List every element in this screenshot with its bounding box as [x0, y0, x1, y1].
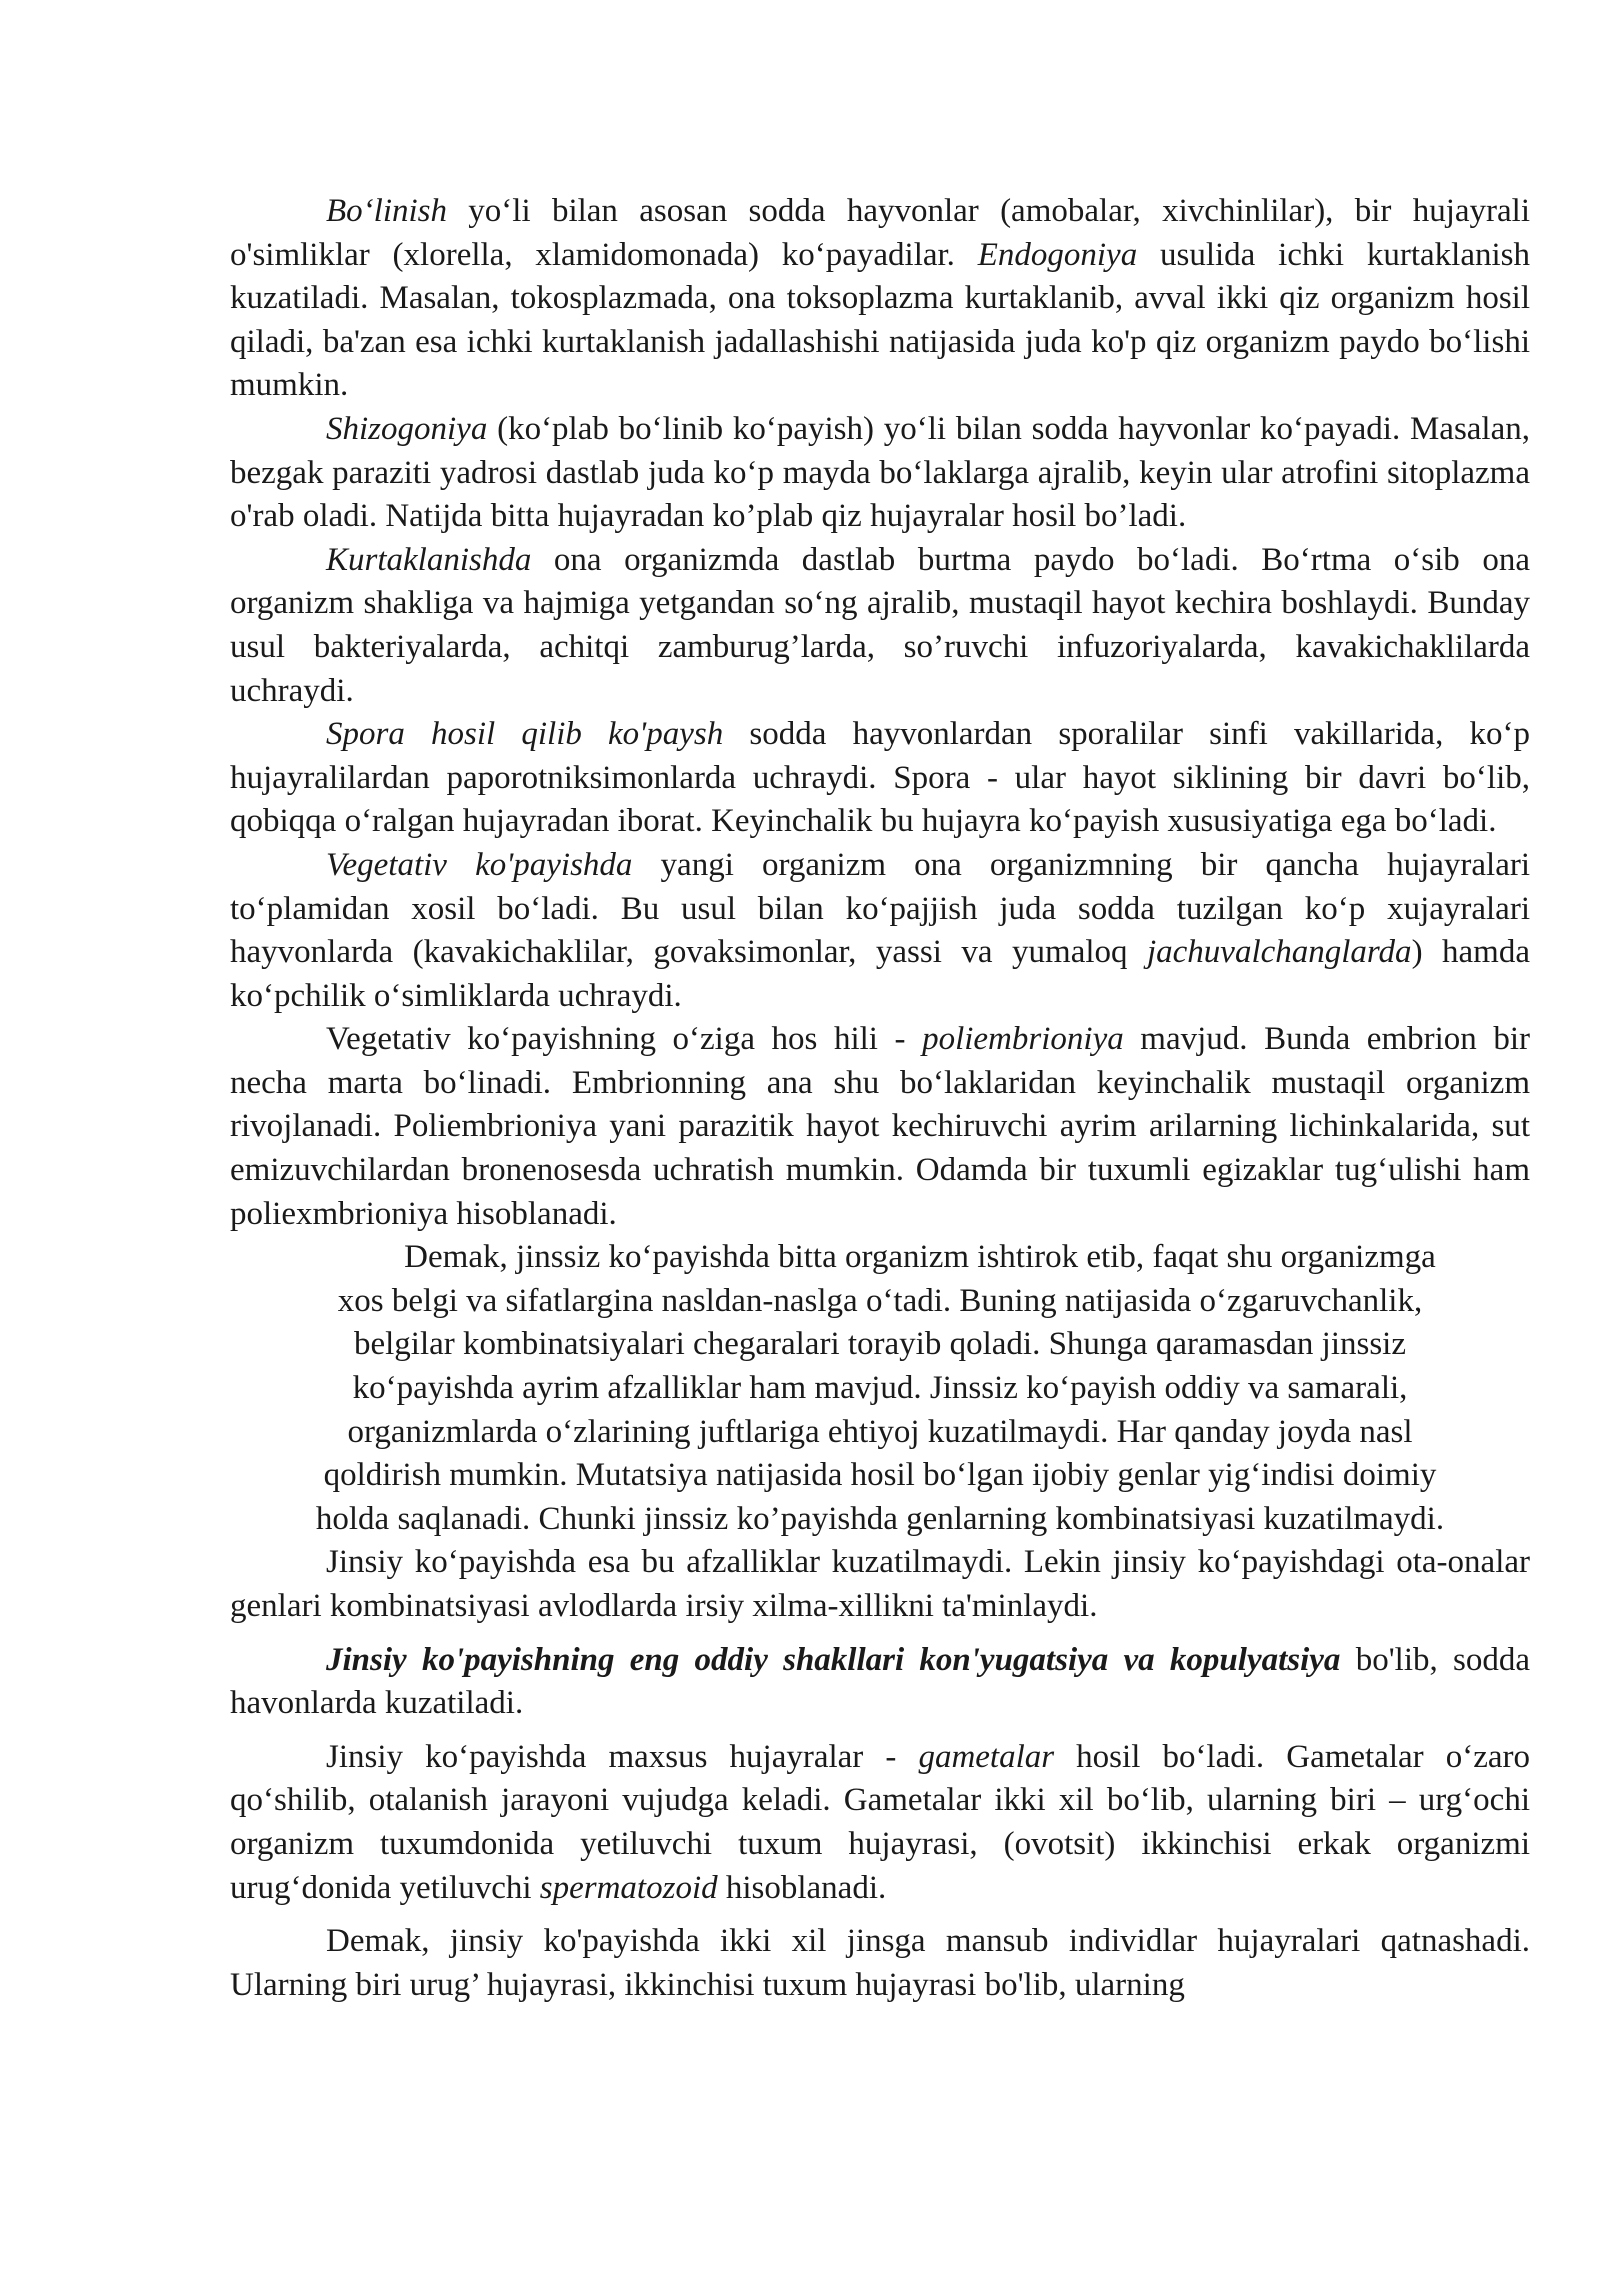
centered-line: qoldirish mumkin. Mutatsiya natijasida hosil bo‘lgan ijobiy genlar yig‘indisi doimiy [323, 1457, 1437, 1494]
text-run: Jinsiy ko‘payishda esa bu afzalliklar kuzatilmaydi. Lekin jinsiy ko‘payishdagi ota-onalar genlari kombinatsiyasi avlodlarda irsiy xilma-xillikni ta'minlaydi. [230, 1544, 1530, 1624]
paragraph-spora [230, 713, 1530, 844]
term-spermatozoid: spermatozoid [539, 1869, 718, 1906]
centered-line: Demak, jinssiz ko‘payishda bitta organizm ishtirok etib, faqat shu organizmga [404, 1239, 1436, 1276]
text-run: Jinsiy ko‘payishda maxsus hujayralar - [326, 1738, 919, 1775]
centered-line: holda saqlanadi. Chunki jinssiz ko’payishda genlarning kombinatsiyasi kuzatilmaydi. [315, 1500, 1445, 1537]
paragraph-shizogoniya [230, 408, 1530, 539]
paragraph-kurtaklanish [230, 539, 1530, 713]
text-run: bo'lib, sodda havonlarda kuzatiladi. [230, 1641, 1530, 1722]
term-spora: Spora hosil qilib ko'paysh [326, 716, 724, 753]
paragraph-jinsiy-afzallik [230, 1541, 1530, 1628]
text-run: Vegetativ ko‘payishning o‘ziga hos hili - [326, 1021, 923, 1058]
term-poliembrioniya: poliembrioniya [922, 1021, 1124, 1058]
paragraph-poliembrioniya [230, 1018, 1530, 1236]
text-run: yangi organizm ona organizmning bir qancha hujayralari to‘plamidan xosil bo‘ladi. Bu usul bilan ko‘pajjish juda sodda tuzilgan ko‘p xujayralari hayvonlarda (kavakichaklilar, govaksimonlar, yassi va yumaloq [230, 846, 1531, 971]
term-bolinish: Bo‘linish [326, 193, 447, 229]
paragraph-demak-jinsiy [230, 1920, 1530, 2007]
document-page [230, 190, 1530, 2007]
centered-line: belgilar kombinatsiyalari chegaralari torayib qoladi. Shunga qaramasdan jinssiz [353, 1326, 1406, 1363]
text-run: ona organizmda dastlab burtma paydo bo‘ladi. Bo‘rtma o‘sib ona organizm shakliga va hajmiga yetgandan so‘ng ajralib, mustaqil hayot kechira boshlaydi. Bunday usul bakteriyalarda, achitqi zamburug’larda, so’ruvchi infuzoriyalarda, kavakichaklilarda uchraydi. [230, 541, 1530, 709]
text-run: yo‘li bilan asosan sodda hayvonlar (amobalar, xivchinlilar), bir hujayrali o'simliklar (xlorella, xlamidomonada) ko‘payadilar. [230, 193, 1530, 273]
term-shizogoniya: Shizogoniya [326, 410, 488, 447]
paragraph-vegetativ [230, 844, 1530, 1018]
paragraph-jinsiy-shakllar [230, 1639, 1530, 1726]
text-run: Demak, jinsiy ko'payishda ikki xil jinsga mansub individlar hujayralari qatnashadi. Ularning biri urug’ hujayrasi, ikkinchisi tuxum hujayrasi bo'lib, ularning [230, 1923, 1530, 2003]
paragraph-demak-jinssiz [230, 1236, 1530, 1541]
term-jinsiy-shakllar: Jinsiy ko'payishning eng oddiy shakllari kon'yugatsiya va kopulyatsiya [326, 1641, 1341, 1678]
paragraph-bolinish [230, 190, 1530, 408]
term-vegetativ: Vegetativ ko'payishda [326, 846, 633, 883]
term-gametalar: gametalar [918, 1738, 1055, 1775]
text-run: sodda hayvonlardan sporalilar sinfi vakillarida, ko‘p hujayralilardan paporotniksimonlarda uchraydi. Spora - ular hayot siklining bir davri bo‘lib, qobiqqa o‘ralgan hujayradan iborat. Keyinchalik bu hujayra ko‘payish xususiyatiga ega bo‘ladi. [230, 716, 1530, 840]
text-run: hisoblanadi. [717, 1869, 887, 1906]
text-run: (ko‘plab bo‘linib ko‘payish) yo‘li bilan sodda hayvonlar ko‘payadi. Masalan, bezgak paraziti yadrosi dastlab juda ko‘p mayda bo‘laklarga ajralib, keyin ular atrofini sitoplazma o'rab oladi. Natijda bitta hujayradan ko’plab qiz hujayralar hosil bo’ladi. [230, 410, 1530, 535]
paragraph-gametalar [230, 1736, 1530, 1910]
term-endogoniya: Endogoniya [977, 236, 1138, 273]
text-run: mavjud. Bunda embrion bir necha marta bo‘linadi. Embrionning ana shu bo‘laklaridan keyinchalik mustaqil organizm rivojlanadi. Poliembrioniya yani parazitik hayot kechiruvchi ayrim arilarning lichinkalarida, sut emizuvchilardan bronenosesda uchratish mumkin. Odamda bir tuxumli egizaklar tug‘ulishi ham poliexmbrioniya hisoblanadi. [230, 1021, 1530, 1232]
text-run: ) hamda ko‘pchilik o‘simliklarda uchraydi. [230, 934, 1530, 1014]
centered-line: xos belgi va sifatlargina nasldan-naslga o‘tadi. Buning natijasida o‘zgaruvchanlik, [337, 1282, 1423, 1319]
term-jachuvalchanglarda: jachuvalchanglarda [1146, 934, 1412, 971]
centered-line: organizmlarda o‘zlarining juftlariga ehtiyoj kuzatilmaydi. Har qanday joyda nasl [347, 1413, 1413, 1450]
centered-line: ko‘payishda ayrim afzalliklar ham mavjud. Jinssiz ko‘payish oddiy va samarali, [352, 1370, 1408, 1407]
text-run: hosil bo‘ladi. Gametalar o‘zaro qo‘shilib, otalanish jarayoni vujudga keladi. Gametalar ikki xil bo‘lib, ularning biri – urg‘ochi organizm tuxumdonida yetiluvchi tuxum hujayrasi, (ovotsit) ikkinchisi erkak organizmi urug‘donida yetiluvchi [230, 1738, 1530, 1906]
text-run: usulida ichki kurtaklanish kuzatiladi. Masalan, tokosplazmada, ona toksoplazma kurtaklanib, avval ikki qiz organizm hosil qiladi, ba'zan esa ichki kurtaklanish jadallashishi natijasida juda ko'p qiz organizm paydo bo‘lishi mumkin. [230, 236, 1530, 404]
term-kurtaklanishda: Kurtaklanishda [326, 541, 532, 578]
